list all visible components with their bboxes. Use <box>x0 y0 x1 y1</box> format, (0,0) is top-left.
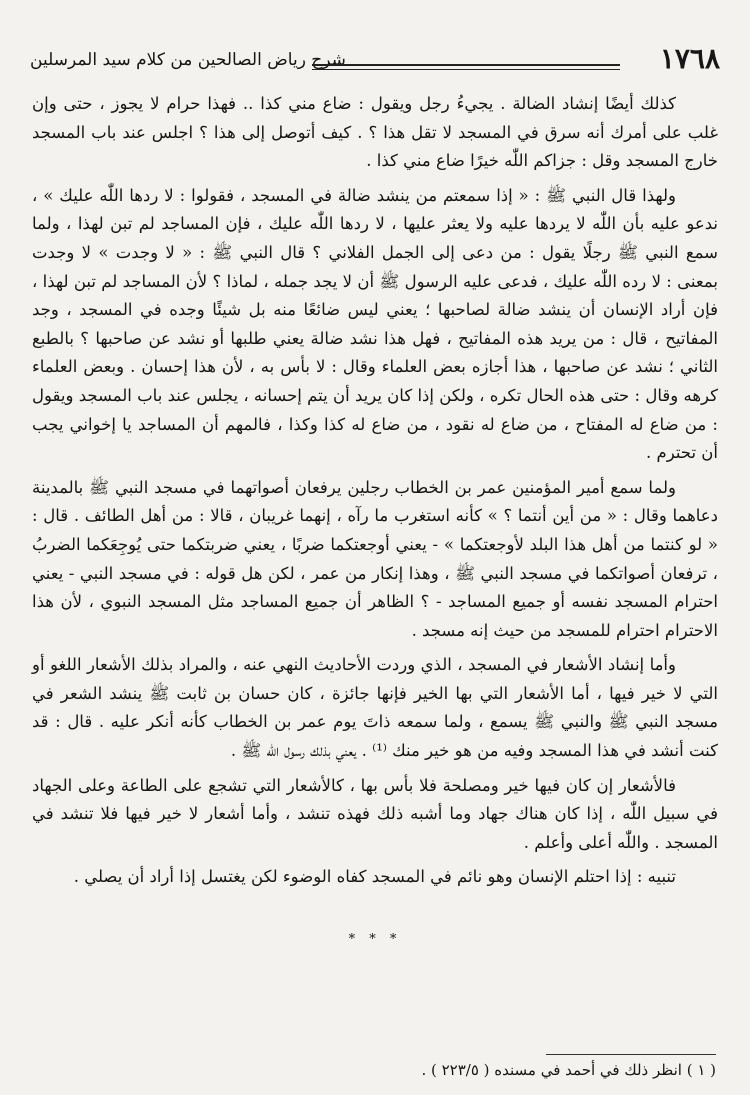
page-header <box>30 44 720 80</box>
page-number: ١٧٦٨ <box>659 42 720 75</box>
paragraph-poetry-ruling: فالأشعار إن كان فيها خير ومصلحة فلا بأس بها ، كالأشعار التي تشجع على الطاعة وعلى الجهاد في سبيل اللّٰه ، إذا كان هناك جهاد وما أشبه ذلك فهذه تنشد ، وأما أشعار لا خير فيها فلا تنشد في المسجد . واللّٰه أعلى وأعلم . <box>32 775 718 852</box>
section-separator: * * * <box>348 932 402 947</box>
paragraph-poetry: وأما إنشاد الأشعار في المسجد ، الذي وردت الأحاديث النهي عنه ، والمراد بذلك الأشعار اللغو أو التي لا خير فيها ، أما الأشعار التي بها الخير فإنها جائزة ، كان حسان بن ثابت ﷺ ينشد الشعر في مسجد النبي ﷺ والنبي ﷺ يسمع ، ولما سمعه ذاتَ يوم عمر بن الخطاب كأنه أنكر عليه . قال : قد كنت أنشد في هذا المسجد وفيه من هو خير منك ⁽¹⁾ . يعني بذلك رسول اللّٰه ﷺ . <box>32 655 718 761</box>
paragraph-umar-story: ولما سمع أمير المؤمنين عمر بن الخطاب رجلين يرفعان أصواتهما في مسجد النبي ﷺ بالمدينة دعاهما وقال : « من أين أنتما ؟ » كأنه استغرب ما رآه ، إنهما غريبان ، قالا : من أهل الطائف . قال : « لو كنتما من أهل هذا البلد لأوجعتكما » - يعني أوجعتكما ضربًا ، يعني ضربتكما حتى يُوجِعَكما الضربُ ، ترفعان أصواتكما في مسجد النبي ﷺ ، وهذا إنكار من عمر ، لكن هل قوله : في مسجد النبي - يعني احترام المسجد نفسه أو جميع المساجد - ؟ الظاهر أن جميع المساجد مثل المسجد النبوي ، لأن هذا الاحترام احترام للمسجد من حيث إنه مسجد . <box>32 477 718 640</box>
paragraph-notice: تنبيه : إذا احتلم الإنسان وهو نائم في المسجد كفاه الوضوء لكن يغتسل إذا أراد أن يصلي . <box>73 867 676 887</box>
body-text <box>32 90 718 898</box>
running-title: شرح رياض الصالحين من كلام سيد المرسلين <box>30 50 346 70</box>
paragraph-hadith-lost-item: ولهذا قال النبي ﷺ : « إذا سمعتم من ينشد ضالة في المسجد ، فقولوا : لا ردها اللّٰه عليك » ، ندعو عليه بأن اللّٰه لا يردها عليه ولا يعثر عليها ، لا ردها اللّٰه عليك ، فإن المساجد لم تبن لهذا ، ولما سمع النبي ﷺ رجلًا يقول : من دعى إلى الجمل الفلاني ؟ قال النبي ﷺ : « لا وجدت » لا وجدت بمعنى : لا رده اللّٰه عليك ، فدعى عليه الرسول ﷺ أن لا يجد جمله ، لماذا ؟ لأن المساجد لم تبن لهذا ، فإن أراد الإنسان أن ينشد ضالة لصاحبها ؛ يعني ليس ضائعًا منه بل شيئًا وجده في المسجد ، وجد المفاتيح ، قال : من يريد هذه المفاتيح ، فهل هذا نشد ضالة يعني طلبها أو نشد عن صاحبها ؟ بالطبع الثاني ؛ نشد عن صاحبها ، هذا أجازه بعض العلماء وقال : لا بأس به ، لأن هذا إحسان . وبعض العلماء كرهه وقال : حتى هذه الحال تكره ، ولكن إذا كان يريد أن يتم إحسانه ، يجلس عند باب المسجد ويقول : من ضاع له المفتاح ، من ضاع له نقود ، من ضاع له كذا وكذا ، فالمهم أن المساجد يا إخواني يجب أن تحترم . <box>32 185 718 463</box>
footnote-rule <box>546 1054 716 1055</box>
paragraph-lost-item: كذلك أيضًا إنشاد الضالة . يجيءُ رجل ويقول : ضاع مني كذا .. فهذا حرام لا يجوز ، حتى وإن غلب على أمرك أنه سرق في المسجد لا تقل هذا ؟ . كيف أتوصل إلى هذا ؟ اجلس عند باب المسجد خارج المسجد وقل : جزاكم اللّٰه خيرًا ضاع مني كذا . <box>32 94 718 171</box>
header-rule <box>312 64 620 70</box>
footnote: ( ١ ) انظر ذلك في أحمد في مسنده ( ٢٢٣/٥ ) . <box>421 1061 716 1079</box>
